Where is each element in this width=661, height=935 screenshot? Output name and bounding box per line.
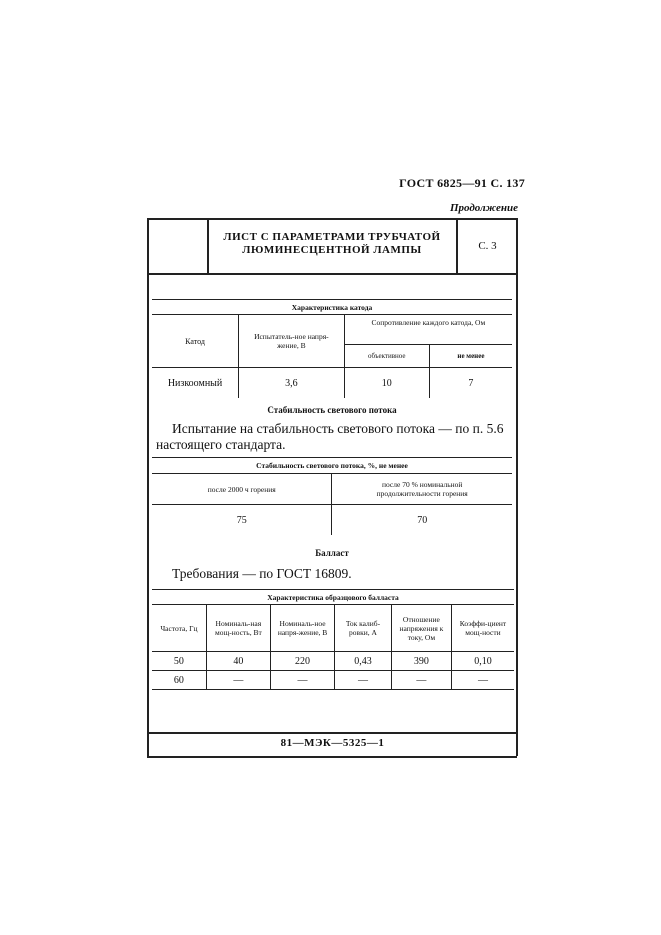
col-test-voltage: Испытатель-ное напря-жение, В (239, 315, 345, 368)
cell-nominal-power: 40 (206, 652, 270, 671)
title-divider-left (207, 220, 209, 273)
col-power-factor: Коэффи-циент мощ-ности (451, 605, 514, 652)
cell-power-factor: — (451, 671, 514, 690)
col-after-70pct-line2: продолжительности горения (376, 489, 468, 498)
flux-section-title: Стабильность светового потока (267, 405, 397, 415)
col-nominal-voltage: Номиналь-ное напря-жение, В (270, 605, 334, 652)
col-nominal-power: Номиналь-ная мощ-ность, Вт (206, 605, 270, 652)
sheet-title-line1: ЛИСТ С ПАРАМЕТРАМИ ТРУБЧАТОЙ (223, 231, 441, 243)
cell-power-factor: 0,10 (451, 652, 514, 671)
cell-calibration-current: 0,43 (335, 652, 392, 671)
col-after-2000h: после 2000 ч горения (207, 484, 276, 494)
cell-min: 7 (429, 368, 512, 399)
bottom-rule-lower (147, 756, 517, 758)
col-calibration-current: Ток калиб-ровки, А (335, 605, 392, 652)
cell-cathode-type: Низкоомный (152, 368, 239, 399)
standard-code: ГОСТ 6825—91 С. 137 (399, 176, 525, 190)
footer-code: 81—МЭК—5325—1 (280, 737, 385, 749)
cell-frequency: 50 (152, 652, 206, 671)
cell-objective: 10 (344, 368, 429, 399)
cell-nominal-power: — (206, 671, 270, 690)
title-divider-right (456, 220, 458, 273)
flux-text-line1: Испытание на стабильность светового потока — по п. 5.6 (172, 421, 504, 436)
cell-nominal-voltage: — (270, 671, 334, 690)
col-cathode: Катод (185, 336, 205, 346)
ballast-table-caption: Характеристика образцового балласта (152, 590, 514, 605)
title-divider-bottom (147, 273, 517, 275)
cell-test-voltage: 3,6 (239, 368, 345, 399)
cathode-table-caption: Характеристика катода (152, 300, 512, 315)
cell-frequency: 60 (152, 671, 206, 690)
bottom-rule-upper (147, 732, 517, 734)
ballast-section-title: Балласт (315, 548, 349, 558)
cell-voltage-current-ratio: — (391, 671, 451, 690)
col-after-70pct (332, 474, 512, 505)
cell-voltage-current-ratio: 390 (391, 652, 451, 671)
table-row (152, 671, 514, 690)
flux-table-caption: Стабильность светового потока, %, не менее (152, 458, 512, 474)
col-after-70pct-line1: после 70 % номинальной (381, 480, 463, 489)
col-min: не менее (429, 345, 512, 368)
sheet-page-number: С. 3 (478, 240, 497, 252)
cell-value-70pct: 70 (332, 505, 512, 536)
col-objective: объективное (344, 345, 429, 368)
cell-calibration-current: — (335, 671, 392, 690)
col-frequency: Частота, Гц (152, 605, 206, 652)
col-voltage-current-ratio: Отношение напряжения к току, Ом (391, 605, 451, 652)
sheet-title-line2: ЛЮМИНЕСЦЕНТНОЙ ЛАМПЫ (242, 244, 422, 256)
cell-nominal-voltage: 220 (270, 652, 334, 671)
ballast-table (152, 589, 514, 690)
table-row (152, 652, 514, 671)
flux-text-line2: настоящего стандарта. (156, 437, 286, 452)
cell-value-2000h: 75 (152, 505, 332, 536)
flux-table (152, 457, 512, 535)
col-resistance: Сопротивление каждого катода, Ом (344, 315, 512, 345)
sheet-title (212, 231, 452, 257)
ballast-text: Требования — по ГОСТ 16809. (172, 566, 352, 581)
continuation-label: Продолжение (449, 202, 518, 214)
cathode-table (152, 299, 512, 398)
